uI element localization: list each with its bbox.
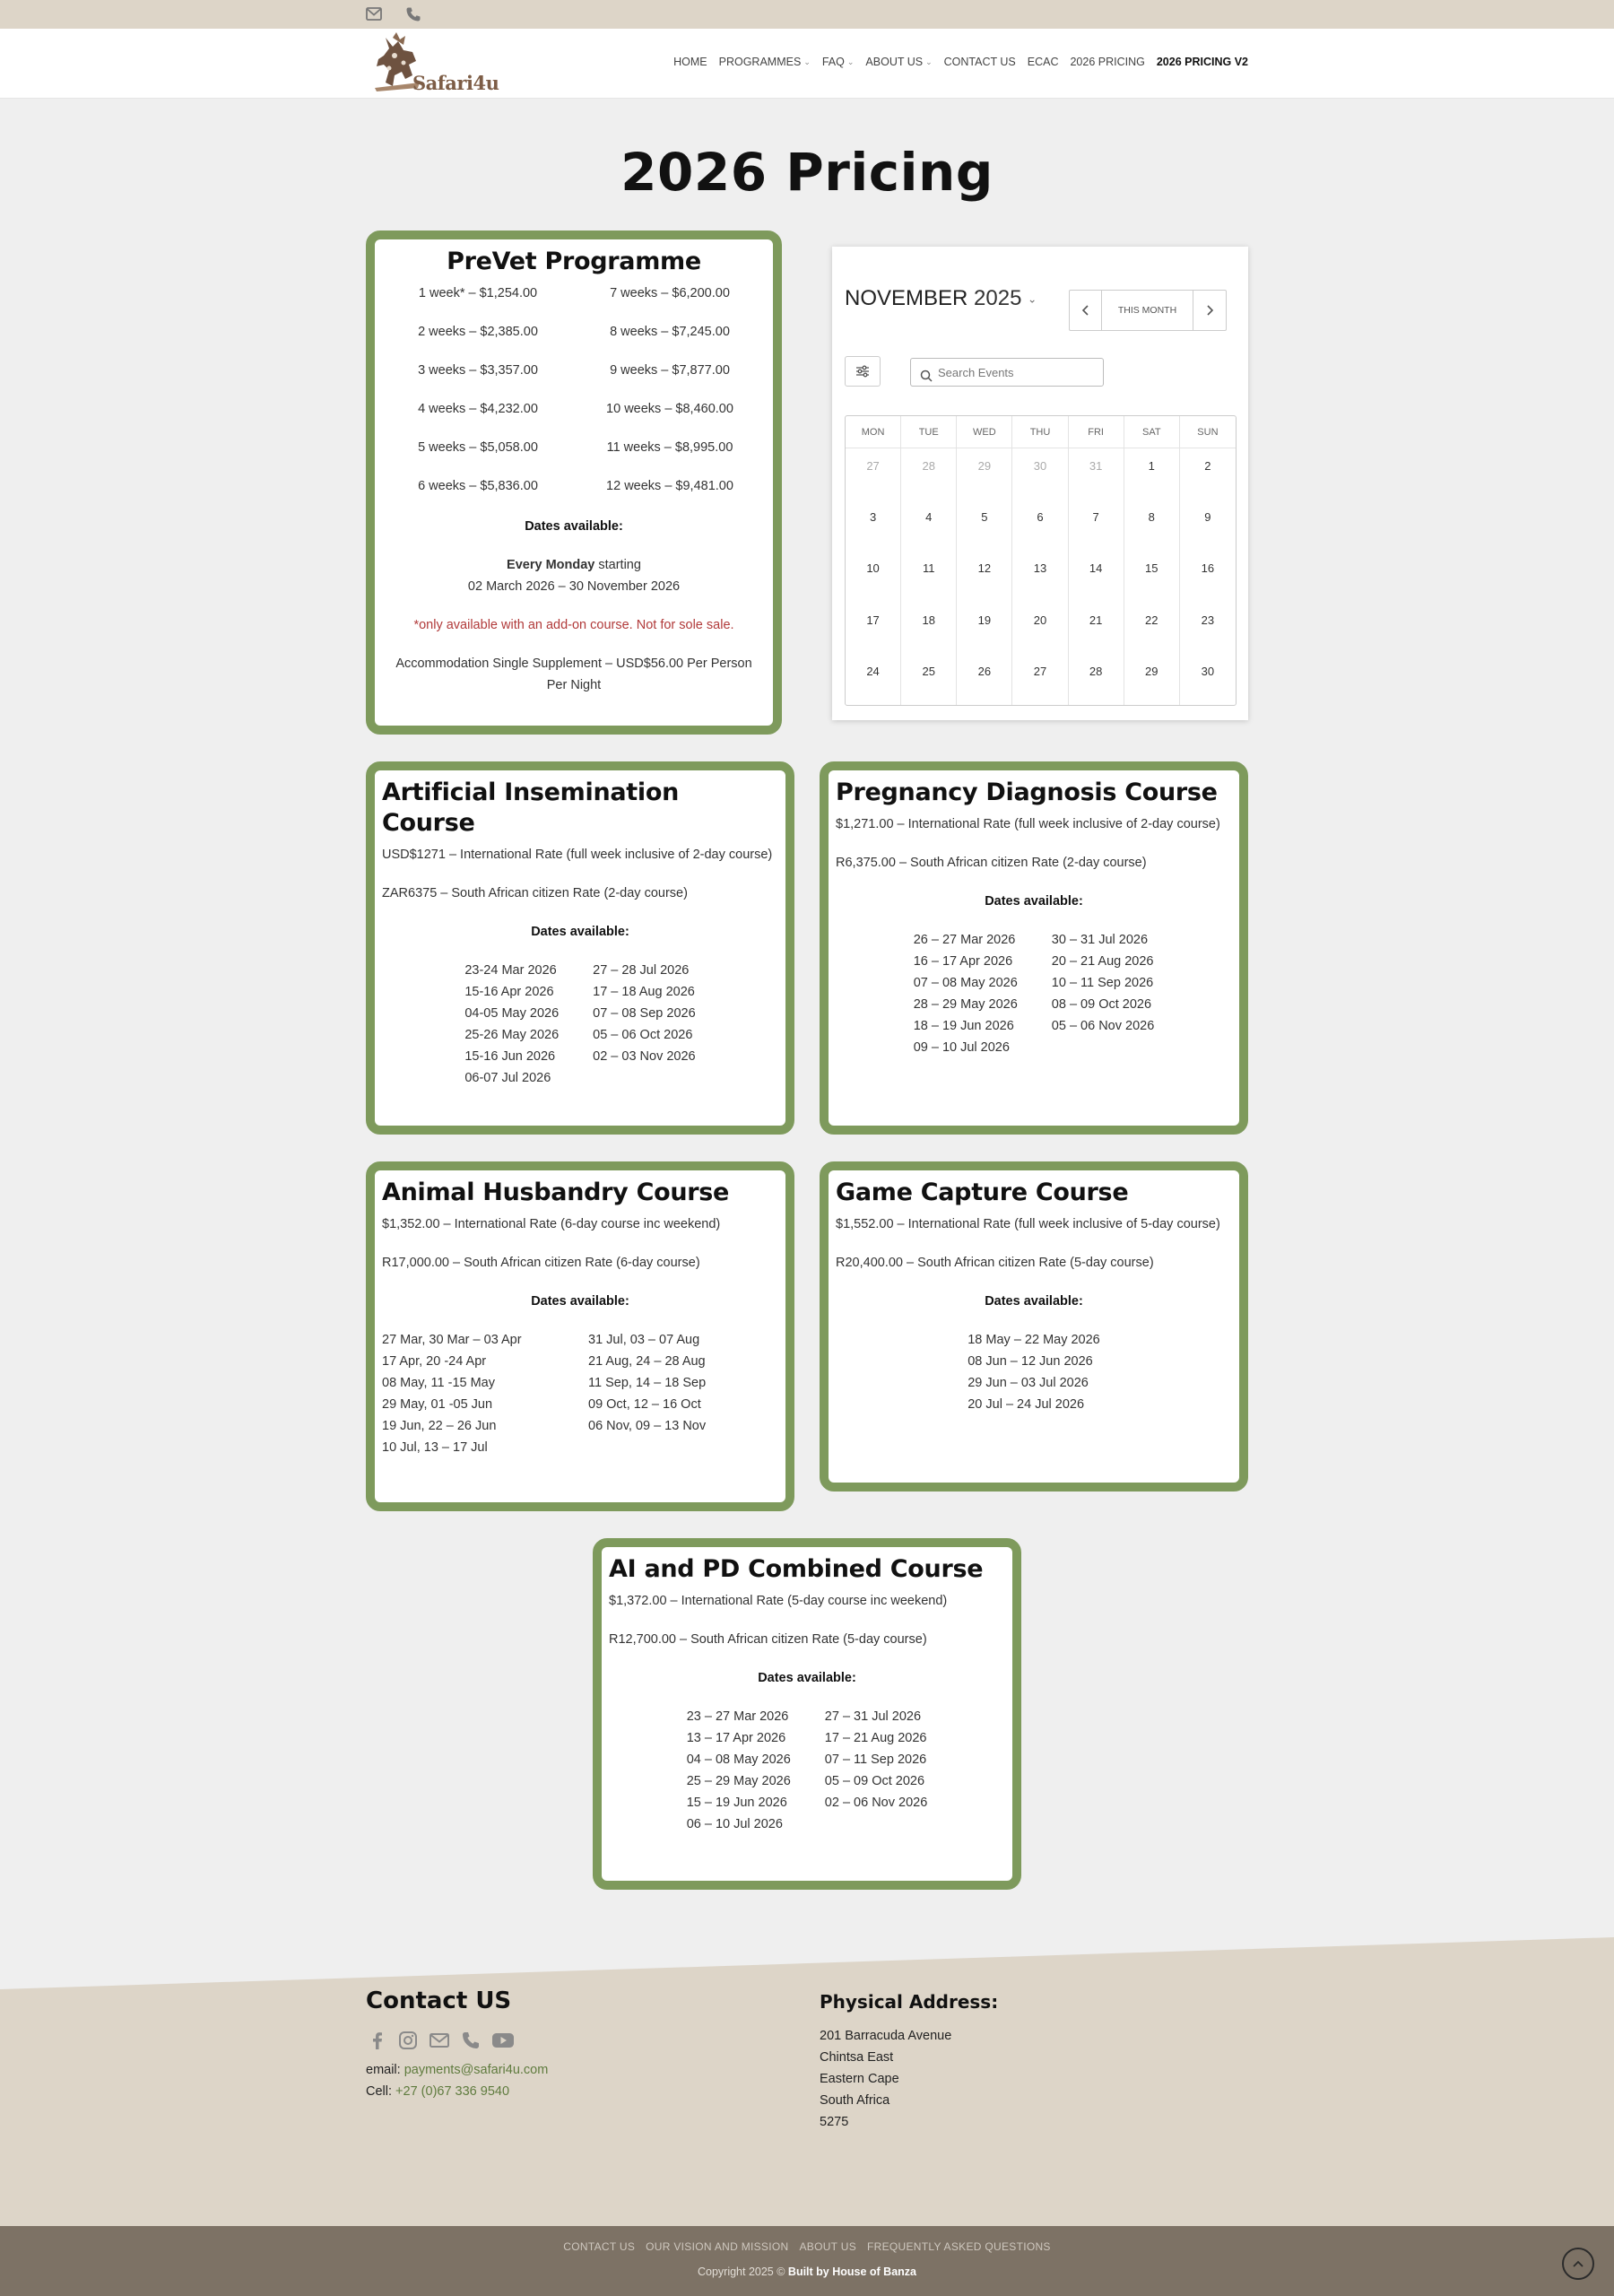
logo-text: Safari4u	[412, 72, 499, 94]
nav-item[interactable]	[673, 56, 707, 68]
nav-item[interactable]	[865, 56, 932, 68]
prevet-dates	[382, 554, 766, 597]
pd-dates-label: Dates available:	[985, 894, 1083, 909]
site-header	[0, 29, 1614, 99]
date-item: 26 – 27 Mar 2026	[913, 933, 1016, 947]
price-item: 8 weeks – $7,245.00	[610, 325, 730, 339]
nav-item-label: CONTACT US	[943, 56, 1016, 68]
date-item: 23-24 Mar 2026	[464, 963, 557, 978]
calendar-day[interactable]: 15	[1124, 551, 1180, 602]
search-icon	[920, 370, 933, 382]
date-item: 08 May, 11 -15 May	[382, 1376, 495, 1390]
email-icon[interactable]	[429, 2031, 450, 2050]
calendar-day[interactable]: 2	[1204, 459, 1211, 473]
date-item: 27 Mar, 30 Mar – 03 Apr	[382, 1333, 522, 1347]
prevet-note: *only available with an add-on course. Not for sole sale.	[413, 618, 734, 632]
price-item: 6 weeks – $5,836.00	[418, 479, 538, 493]
date-item: 20 – 21 Aug 2026	[1051, 954, 1154, 969]
chevron-down-icon: ⌄	[803, 57, 811, 66]
prevet-price-grid	[382, 283, 766, 497]
calendar-day[interactable]: 22	[1124, 603, 1180, 654]
social-icons	[368, 2031, 515, 2050]
nav-item[interactable]	[1157, 56, 1248, 68]
calendar-day[interactable]: 13	[1012, 551, 1068, 602]
calendar-day[interactable]: 9	[1204, 510, 1211, 525]
footer-link[interactable]: OUR VISION AND MISSION	[646, 2240, 789, 2253]
calendar-day[interactable]: 5	[957, 500, 1012, 551]
address-line: Chintsa East	[820, 2050, 894, 2065]
date-item: 11 Sep, 14 – 18 Sep	[588, 1376, 707, 1390]
cell-label: Cell:	[366, 2084, 396, 2099]
contact-title: Contact US	[366, 1987, 512, 2014]
calendar-day[interactable]: 29	[957, 448, 1012, 500]
calendar-day[interactable]: 7	[1069, 500, 1124, 551]
calendar-day[interactable]: 27	[1012, 654, 1068, 705]
phone-icon[interactable]	[405, 6, 421, 27]
nav-item[interactable]	[719, 56, 811, 68]
calendar-navigation	[1069, 290, 1227, 331]
address-block	[820, 2025, 951, 2133]
date-item: 29 Jun – 03 Jul 2026	[968, 1376, 1089, 1390]
date-item: 07 – 08 May 2026	[913, 976, 1018, 990]
date-spacer	[1052, 1037, 1154, 1058]
combined-dates-label: Dates available:	[758, 1671, 856, 1685]
date-item: 08 – 09 Oct 2026	[1051, 997, 1152, 1012]
sliders-icon	[855, 365, 870, 378]
facebook-icon[interactable]	[368, 2031, 387, 2050]
calendar-day[interactable]: 12	[957, 551, 1012, 602]
calendar-day[interactable]: 17	[846, 603, 901, 654]
date-item: 04 – 08 May 2026	[686, 1752, 791, 1767]
weekday-header: THU	[1012, 416, 1068, 448]
events-calendar	[832, 247, 1248, 720]
built-by-link[interactable]: Built by House of Banza	[787, 2266, 916, 2278]
back-to-top-button[interactable]	[1562, 2248, 1594, 2280]
calendar-day[interactable]: 23	[1201, 613, 1215, 627]
date-spacer	[588, 1437, 768, 1458]
date-item: 04-05 May 2026	[464, 1006, 560, 1021]
calendar-day[interactable]: 31	[1069, 448, 1124, 500]
prevet-card	[366, 230, 782, 735]
price-item: 3 weeks – $3,357.00	[418, 363, 538, 378]
calendar-day[interactable]: 26	[957, 654, 1012, 705]
date-item: 06-07 Jul 2026	[464, 1071, 551, 1085]
price-item: 2 weeks – $2,385.00	[418, 325, 538, 339]
bottom-bar	[0, 2226, 1614, 2296]
date-item: 02 – 03 Nov 2026	[593, 1049, 696, 1064]
contact-cell	[366, 2084, 509, 2099]
date-spacer	[593, 1067, 696, 1089]
date-item: 07 – 08 Sep 2026	[593, 1006, 696, 1021]
footer-link[interactable]: CONTACT US	[563, 2240, 636, 2253]
date-item: 17 – 21 Aug 2026	[824, 1731, 927, 1745]
email-icon[interactable]	[366, 7, 382, 25]
date-item: 27 – 31 Jul 2026	[824, 1709, 922, 1724]
prevet-date-range: 02 March 2026 – 30 November 2026	[467, 579, 681, 594]
prevet-dates-label: Dates available:	[525, 519, 623, 534]
gc-rate-sa: R20,400.00 – South African citizen Rate (5-day course)	[836, 1256, 1154, 1270]
date-item: 05 – 09 Oct 2026	[824, 1774, 925, 1788]
gc-title: Game Capture Course	[836, 1178, 1129, 1206]
price-item: 9 weeks – $7,877.00	[610, 363, 730, 378]
nav-item-label: 2026 PRICING V2	[1156, 56, 1248, 68]
price-item: 12 weeks – $9,481.00	[606, 479, 733, 493]
calendar-day[interactable]: 24	[846, 654, 901, 705]
calendar-day[interactable]: 30	[1201, 664, 1215, 678]
prev-month-button[interactable]	[1070, 291, 1102, 330]
ah-rate-sa: R17,000.00 – South African citizen Rate (6-day course)	[382, 1256, 700, 1270]
calendar-day[interactable]: 1	[1124, 448, 1180, 500]
gc-dates-list	[836, 1329, 1232, 1415]
calendar-day[interactable]: 8	[1124, 500, 1180, 551]
nav-item-label: HOME	[673, 56, 707, 68]
filter-button[interactable]	[845, 356, 881, 387]
date-item: 30 – 31 Jul 2026	[1051, 933, 1149, 947]
date-item: 17 – 18 Aug 2026	[593, 985, 695, 999]
ai-rate-sa: ZAR6375 – South African citizen Rate (2-day course)	[382, 886, 688, 900]
date-item: 17 Apr, 20 -24 Apr	[382, 1354, 487, 1369]
phone-icon[interactable]	[461, 2031, 481, 2050]
date-item: 15 – 19 Jun 2026	[686, 1796, 787, 1810]
calendar-day[interactable]: 25	[901, 654, 957, 705]
weekday-header: SAT	[1124, 416, 1180, 448]
price-item: 11 weeks – $8,995.00	[606, 440, 733, 455]
pd-rate-sa: R6,375.00 – South African citizen Rate (2-day course)	[836, 856, 1147, 870]
date-item: 29 May, 01 -05 Jun	[382, 1397, 493, 1412]
date-item: 15-16 Apr 2026	[464, 985, 554, 999]
ai-dates-label: Dates available:	[531, 925, 629, 939]
date-item: 10 Jul, 13 – 17 Jul	[382, 1440, 488, 1455]
ai-rate-intl: USD$1271 – International Rate (full week inclusive of 2-day course)	[382, 848, 773, 862]
gc-course-card	[820, 1161, 1248, 1492]
price-item: 1 week* – $1,254.00	[418, 286, 538, 300]
ai-dates-list	[382, 960, 778, 1089]
address-line: 201 Barracuda Avenue	[820, 2029, 952, 2043]
search-placeholder: Search Events	[938, 365, 1014, 379]
calendar-day[interactable]: 28	[901, 448, 957, 500]
nav-item-label: FAQ	[821, 56, 845, 68]
calendar-day[interactable]: 10	[846, 551, 901, 602]
date-item: 10 – 11 Sep 2026	[1051, 976, 1154, 990]
prevet-supplement: Accommodation Single Supplement – USD$56.00 Per Person Per Night	[395, 657, 752, 692]
chevron-down-icon: ⌄	[846, 57, 855, 66]
calendar-day[interactable]: 29	[1124, 654, 1180, 705]
weekday-header: WED	[957, 416, 1012, 448]
combined-course-card	[593, 1538, 1021, 1890]
date-item: 23 – 27 Mar 2026	[686, 1709, 789, 1724]
calendar-grid	[845, 415, 1237, 706]
date-item: 20 Jul – 24 Jul 2026	[968, 1397, 1085, 1412]
date-item: 27 – 28 Jul 2026	[593, 963, 690, 978]
date-item: 06 – 10 Jul 2026	[686, 1817, 783, 1831]
ah-course-card	[366, 1161, 794, 1511]
ah-dates-list	[382, 1329, 778, 1458]
main-nav	[673, 56, 1248, 68]
address-line: 5275	[820, 2115, 849, 2129]
combined-rate-sa: R12,700.00 – South African citizen Rate (5-day course)	[609, 1632, 927, 1647]
copyright-text: Copyright 2025 ©	[697, 2266, 788, 2278]
chevron-left-icon	[1081, 305, 1090, 316]
search-events-input[interactable]	[910, 358, 1104, 387]
date-item: 31 Jul, 03 – 07 Aug	[588, 1333, 700, 1347]
nav-item-label: ECAC	[1027, 56, 1059, 68]
footer-link[interactable]: FREQUENTLY ASKED QUESTIONS	[867, 2240, 1051, 2253]
instagram-icon[interactable]	[398, 2031, 418, 2050]
calendar-month-selector[interactable]	[845, 286, 1037, 311]
pd-course-card	[820, 761, 1248, 1135]
calendar-day[interactable]: 30	[1012, 448, 1068, 500]
calendar-day[interactable]: 11	[901, 551, 957, 602]
date-item: 25 – 29 May 2026	[686, 1774, 791, 1788]
address-line: Eastern Cape	[820, 2072, 899, 2086]
prevet-starting: starting	[594, 558, 641, 572]
weekday-header: MON	[846, 416, 901, 448]
address-line: South Africa	[820, 2093, 890, 2108]
copyright	[0, 2266, 1614, 2278]
chevron-down-icon: ⌄	[1028, 292, 1037, 306]
ai-course-card	[366, 761, 794, 1135]
pd-title: Pregnancy Diagnosis Course	[836, 778, 1218, 806]
gc-dates-label: Dates available:	[985, 1294, 1083, 1309]
page-title: 2026 Pricing	[620, 142, 994, 203]
nav-item-label: ABOUT US	[865, 56, 924, 68]
date-item: 25-26 May 2026	[464, 1028, 560, 1042]
date-item: 28 – 29 May 2026	[913, 997, 1018, 1012]
chevron-right-icon	[1205, 305, 1214, 316]
chevron-down-icon: ⌄	[925, 57, 933, 66]
date-item: 16 – 17 Apr 2026	[913, 954, 1013, 969]
price-item: 7 weeks – $6,200.00	[610, 286, 730, 300]
contact-email	[366, 2063, 548, 2077]
combined-title: AI and PD Combined Course	[609, 1555, 984, 1583]
date-spacer	[825, 1813, 927, 1835]
calendar-day[interactable]: 14	[1069, 551, 1124, 602]
date-item: 18 May – 22 May 2026	[968, 1333, 1100, 1347]
calendar-day[interactable]: 28	[1069, 654, 1124, 705]
date-item: 07 – 11 Sep 2026	[824, 1752, 927, 1767]
date-item: 13 – 17 Apr 2026	[686, 1731, 786, 1745]
calendar-day[interactable]: 16	[1201, 561, 1215, 576]
combined-dates-list	[609, 1706, 1005, 1835]
date-item: 15-16 Jun 2026	[464, 1049, 556, 1064]
date-item: 09 – 10 Jul 2026	[913, 1040, 1010, 1055]
this-month-button[interactable]: THIS MONTH	[1102, 291, 1193, 330]
date-item: 06 Nov, 09 – 13 Nov	[588, 1419, 707, 1433]
gc-rate-intl: $1,552.00 – International Rate (full week inclusive of 5-day course)	[836, 1217, 1220, 1231]
weekday-header: FRI	[1069, 416, 1124, 448]
footer-links	[0, 2240, 1614, 2253]
nav-item-label: PROGRAMMES	[718, 56, 802, 68]
nav-item[interactable]	[1070, 56, 1144, 68]
calendar-day[interactable]: 21	[1069, 603, 1124, 654]
calendar-month: NOVEMBER	[845, 286, 968, 310]
date-item: 08 Jun – 12 Jun 2026	[968, 1354, 1093, 1369]
date-item: 02 – 06 Nov 2026	[824, 1796, 928, 1810]
calendar-day[interactable]: 6	[1012, 500, 1068, 551]
price-item: 4 weeks – $4,232.00	[418, 402, 538, 416]
ah-rate-intl: $1,352.00 – International Rate (6-day course inc weekend)	[382, 1217, 721, 1231]
date-item: 19 Jun, 22 – 26 Jun	[382, 1419, 497, 1433]
youtube-icon[interactable]	[491, 2031, 515, 2050]
nav-item[interactable]	[944, 56, 1016, 68]
pd-rate-intl: $1,271.00 – International Rate (full week inclusive of 2-day course)	[836, 817, 1220, 831]
weekday-header: SUN	[1180, 416, 1236, 448]
calendar-year: 2025	[974, 286, 1022, 310]
date-item: 05 – 06 Oct 2026	[593, 1028, 693, 1042]
ai-title: Artificial Insemination Course	[382, 778, 680, 837]
ah-dates-label: Dates available:	[531, 1294, 629, 1309]
ah-title: Animal Husbandry Course	[382, 1178, 730, 1206]
date-item: 18 – 19 Jun 2026	[913, 1019, 1014, 1033]
calendar-day[interactable]: 3	[846, 500, 901, 551]
calendar-day[interactable]: 20	[1012, 603, 1068, 654]
address-title: Physical Address:	[820, 1991, 999, 2013]
calendar-day[interactable]: 19	[957, 603, 1012, 654]
prevet-every-monday: Every Monday	[507, 558, 595, 572]
chevron-up-icon	[1572, 2259, 1584, 2268]
price-item: 5 weeks – $5,058.00	[418, 440, 538, 455]
nav-item[interactable]	[1028, 56, 1059, 68]
pd-dates-list	[836, 929, 1232, 1058]
weekday-header: TUE	[901, 416, 957, 448]
nav-item[interactable]	[822, 56, 855, 68]
prevet-title: PreVet Programme	[447, 248, 701, 275]
date-item: 21 Aug, 24 – 28 Aug	[588, 1354, 706, 1369]
cell-link[interactable]: +27 (0)67 336 9540	[395, 2084, 510, 2099]
price-item: 10 weeks – $8,460.00	[606, 402, 733, 416]
combined-rate-intl: $1,372.00 – International Rate (5-day course inc weekend)	[609, 1594, 948, 1608]
calendar-day[interactable]: 4	[901, 500, 957, 551]
next-month-button[interactable]	[1193, 291, 1226, 330]
footer-link[interactable]: ABOUT US	[799, 2240, 856, 2253]
nav-item-label: 2026 PRICING	[1070, 56, 1145, 68]
calendar-day[interactable]: 27	[846, 448, 901, 500]
email-label: email:	[366, 2063, 404, 2077]
date-item: 09 Oct, 12 – 16 Oct	[588, 1397, 701, 1412]
calendar-day[interactable]: 18	[901, 603, 957, 654]
top-bar	[0, 0, 1614, 29]
email-link[interactable]: payments@safari4u.com	[404, 2063, 549, 2077]
date-item: 05 – 06 Nov 2026	[1051, 1019, 1155, 1033]
